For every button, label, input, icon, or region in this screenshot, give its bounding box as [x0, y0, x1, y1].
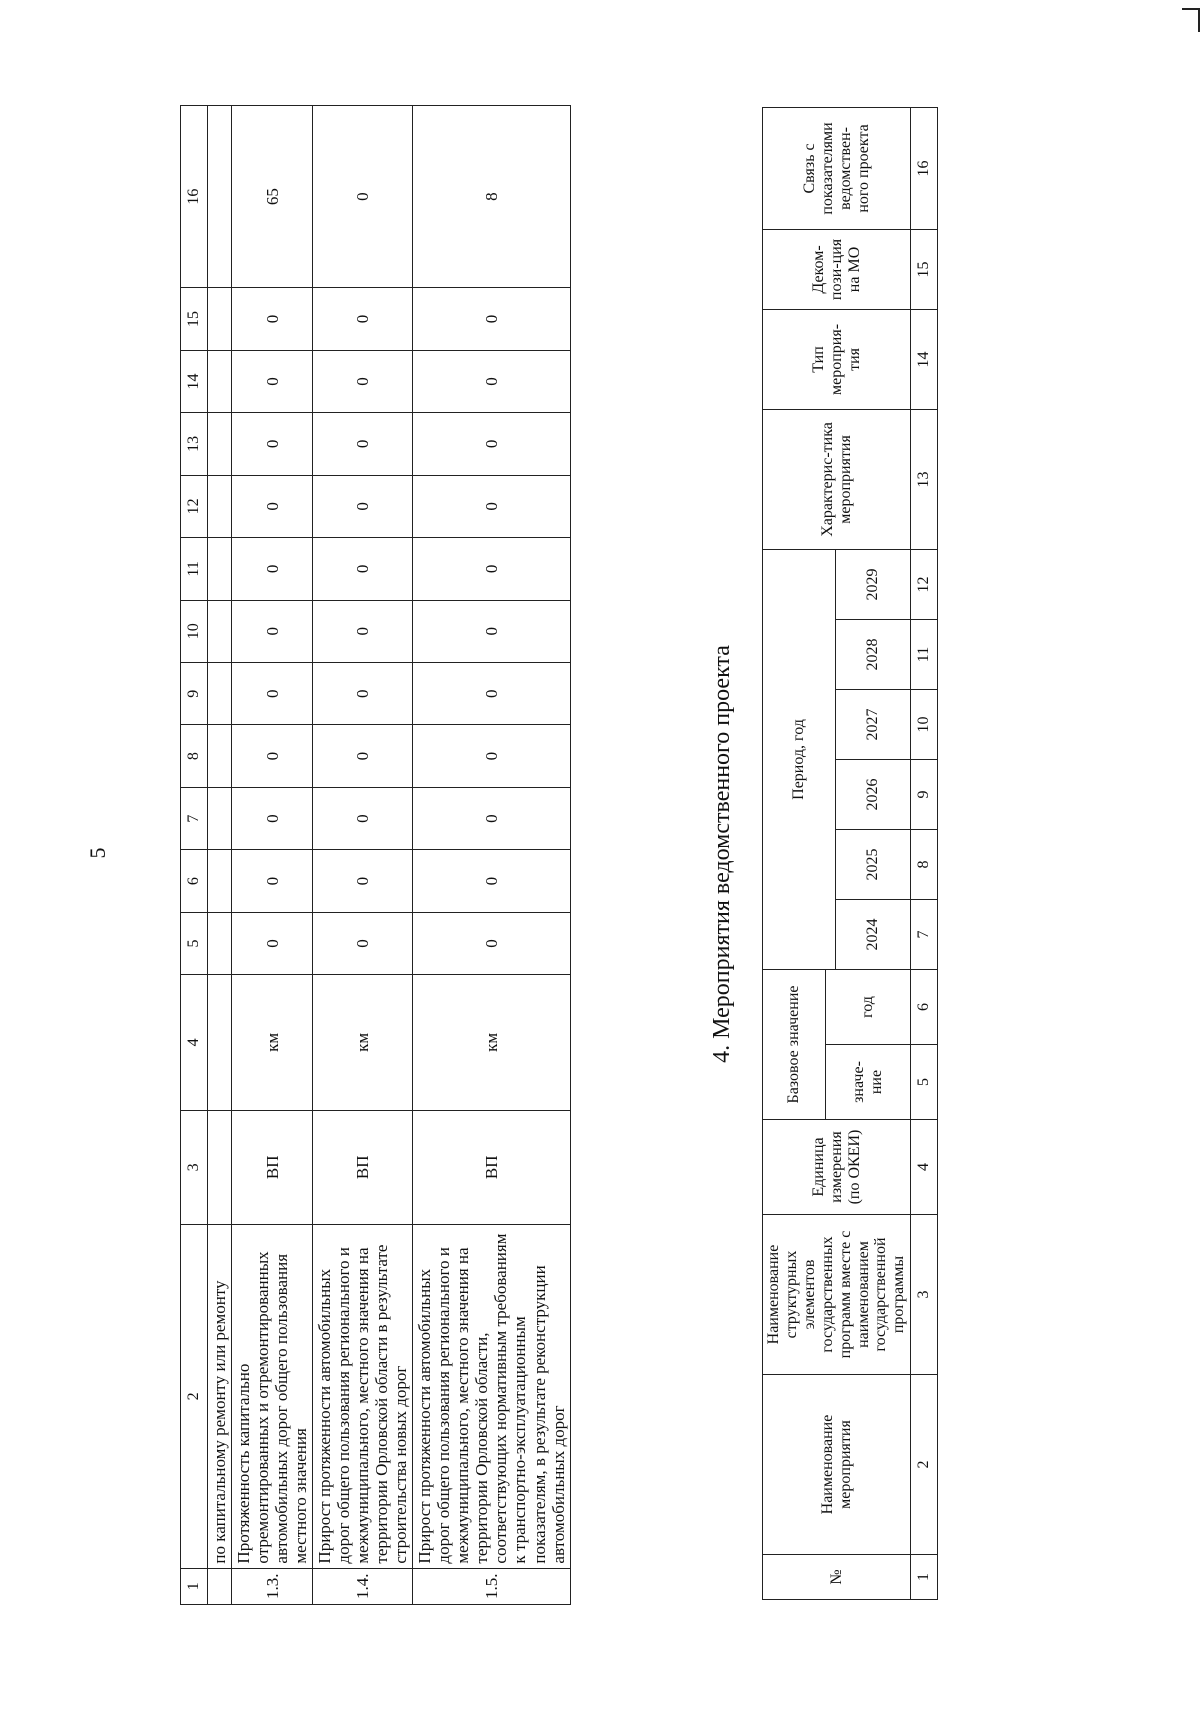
value-cell: 0: [232, 413, 313, 475]
column-number: 3: [181, 1110, 208, 1225]
value-cell: 0: [232, 912, 313, 974]
value-cell: 0: [413, 475, 570, 537]
column-number: 10: [911, 689, 938, 759]
header-decomposition: Деком-пози-ция на МО: [763, 229, 911, 309]
value-cell: 0: [413, 288, 570, 350]
page-number: 5: [85, 847, 110, 859]
link-value: 65: [232, 106, 313, 288]
header-event-name: Наименование мероприятия: [763, 1375, 911, 1555]
column-number: 6: [911, 969, 938, 1044]
indicator-type: ВП: [313, 1110, 413, 1225]
column-number: 5: [911, 1045, 938, 1120]
value-cell: 0: [232, 787, 313, 849]
value-cell: 0: [413, 600, 570, 662]
column-number: 15: [911, 229, 938, 309]
header-base-value-value: значе-ние: [826, 1045, 911, 1120]
table-row: [413, 106, 570, 1605]
column-number: 14: [181, 350, 208, 412]
value-cell: 0: [232, 475, 313, 537]
section-title: 4. Мероприятия ведомственного проекта: [709, 645, 735, 1063]
row-number: 1.3.: [232, 1568, 313, 1604]
column-number: 8: [911, 829, 938, 899]
continuation-row: [208, 106, 232, 1605]
header-event-type: Тип мероприя-тия: [763, 309, 911, 409]
column-number: 7: [911, 899, 938, 969]
column-number: 8: [181, 725, 208, 787]
row-number: 1.4.: [313, 1568, 413, 1604]
column-number-row: [911, 107, 938, 1599]
column-number: 9: [911, 759, 938, 829]
value-cell: 0: [232, 600, 313, 662]
value-cell: 0: [232, 850, 313, 912]
column-number: 11: [181, 538, 208, 600]
column-number: 2: [911, 1375, 938, 1555]
header-year: 2026: [836, 759, 911, 829]
column-number: 12: [911, 549, 938, 619]
unit: км: [413, 975, 570, 1110]
value-cell: 0: [413, 413, 570, 475]
column-number: 16: [911, 107, 938, 229]
value-cell: 0: [313, 787, 413, 849]
value-cell: 0: [313, 912, 413, 974]
value-cell: 0: [232, 725, 313, 787]
table-row: [313, 106, 413, 1605]
value-cell: 0: [313, 850, 413, 912]
value-cell: 0: [413, 725, 570, 787]
value-cell: 0: [313, 662, 413, 724]
column-number-row: [181, 106, 208, 1605]
continuation-text: по капитальному ремонту или ремонту: [208, 1225, 232, 1569]
value-cell: 0: [313, 413, 413, 475]
column-number: 15: [181, 288, 208, 350]
value-cell: 0: [232, 288, 313, 350]
column-number: 4: [181, 975, 208, 1110]
column-number: 16: [181, 106, 208, 288]
header-year: 2024: [836, 899, 911, 969]
header-base-value-year: год: [826, 969, 911, 1044]
column-number: 10: [181, 600, 208, 662]
value-cell: 0: [413, 912, 570, 974]
value-cell: 0: [313, 725, 413, 787]
column-number: 12: [181, 475, 208, 537]
header-characteristic: Характерис-тика мероприятия: [763, 409, 911, 549]
value-cell: 0: [313, 538, 413, 600]
value-cell: 0: [413, 850, 570, 912]
value-cell: 0: [313, 600, 413, 662]
value-cell: 0: [313, 350, 413, 412]
header-structural-elements: Наименование структурных элементов государственных программ вместе с наименованием государственной программы: [763, 1215, 911, 1375]
value-cell: 0: [232, 350, 313, 412]
unit: км: [313, 975, 413, 1110]
column-number: 13: [181, 413, 208, 475]
column-number: 3: [911, 1215, 938, 1375]
header-year: 2027: [836, 689, 911, 759]
value-cell: 0: [232, 662, 313, 724]
column-number: 9: [181, 662, 208, 724]
value-cell: 0: [232, 538, 313, 600]
corner-mark: [1182, 8, 1200, 32]
events-table: [762, 107, 938, 1600]
indicator-name: Прирост протяженности автомобильных дорог общего пользования регионального и межмуниципального, местного значения на территории Орловской области в результате строительства новых дорог: [313, 1225, 413, 1569]
column-number: 13: [911, 409, 938, 549]
column-number: 2: [181, 1225, 208, 1569]
indicators-table-sheet: [180, 105, 660, 1605]
column-number: 1: [911, 1555, 938, 1600]
unit: км: [232, 975, 313, 1110]
link-value: 8: [413, 106, 570, 288]
column-number: 5: [181, 912, 208, 974]
row-number: 1.5.: [413, 1568, 570, 1604]
value-cell: 0: [413, 538, 570, 600]
header-link: Связь с показателями ведомствен-ного проекта: [763, 107, 911, 229]
column-number: 4: [911, 1120, 938, 1215]
indicators-table: [180, 105, 571, 1605]
table-row: [232, 106, 313, 1605]
indicator-name: Прирост протяженности автомобильных дорог общего пользования регионального и межмуниципального, местного значения на территории Орловской области, соответствующих нормативным требованиям к транспортно-эксплуатационным показателям, в результате реконструкции автомобильных дорог: [413, 1225, 570, 1569]
header-period: Период, год: [763, 549, 836, 969]
header-year: 2025: [836, 829, 911, 899]
indicator-type: ВП: [232, 1110, 313, 1225]
header-unit: Единица измерения (по ОКЕИ): [763, 1120, 911, 1215]
link-value: 0: [313, 106, 413, 288]
column-number: 7: [181, 787, 208, 849]
column-number: 14: [911, 309, 938, 409]
header-year: 2028: [836, 619, 911, 689]
events-table-sheet: [709, 108, 963, 1600]
header-year: 2029: [836, 549, 911, 619]
column-number: 1: [181, 1568, 208, 1604]
indicator-type: ВП: [413, 1110, 570, 1225]
indicator-name: Протяженность капитально отремонтированных и отремонтированных автомобильных дорог общего пользования местного значения: [232, 1225, 313, 1569]
header-base-value: Базовое значение: [763, 969, 826, 1119]
header-no: №: [763, 1555, 911, 1600]
value-cell: 0: [413, 350, 570, 412]
column-number: 6: [181, 850, 208, 912]
value-cell: 0: [413, 787, 570, 849]
column-number: 11: [911, 619, 938, 689]
value-cell: 0: [413, 662, 570, 724]
value-cell: 0: [313, 288, 413, 350]
value-cell: 0: [313, 475, 413, 537]
